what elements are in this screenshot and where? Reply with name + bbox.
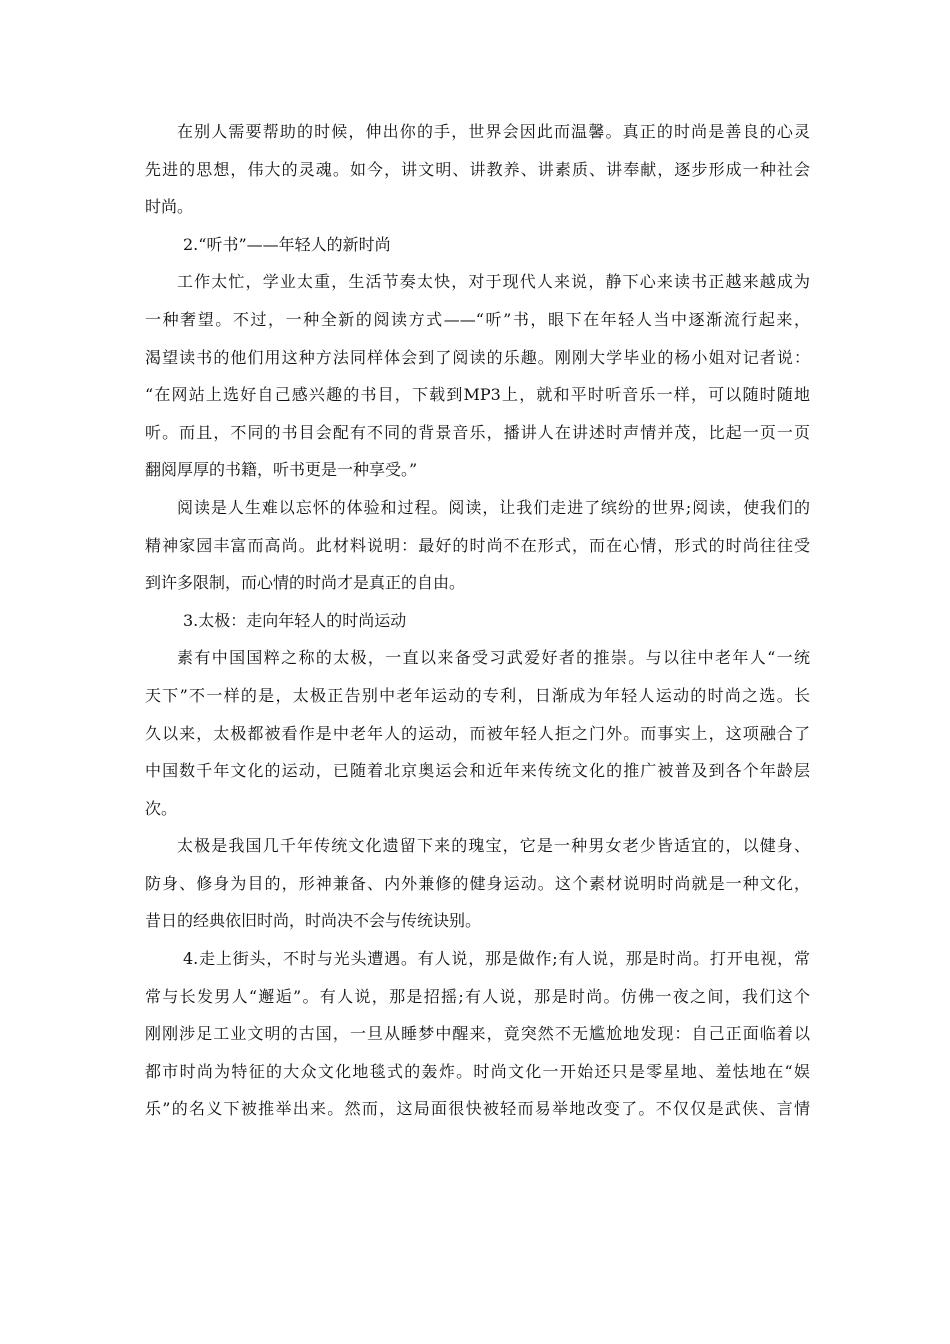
text-line: “在网站上选好自己感兴趣的书目，下载到MP3上，就和平时听音乐一样，可以随时随地 — [145, 385, 810, 405]
text-line: 刚刚涉足工业文明的古国，一旦从睡梦中醒来，竟突然不无尴尬地发现：自己正面临着以 — [145, 1024, 810, 1044]
document-body — [145, 113, 810, 1128]
text-line: 一种奢望。不过，一种全新的阅读方式——“听”书，眼下在年轻人当中逐渐流行起来， — [145, 309, 810, 329]
text-line: 素有中国国粹之称的太极，一直以来备受习武爱好者的推崇。与以往中老年人“一统 — [177, 648, 810, 668]
text-line: 太极是我国几千年传统文化遗留下来的瑰宝，它是一种男女老少皆适宜的，以健身、 — [177, 836, 810, 856]
text-line: 次。 — [145, 798, 178, 818]
text-line: 天下”不一样的是，太极正告别中老年运动的专利，日渐成为年轻人运动的时尚之选。长 — [145, 685, 810, 705]
text-line: 时尚。 — [145, 197, 194, 217]
section-heading: 3.太极：走向年轻人的时尚运动 — [183, 610, 407, 630]
text-line: 乐”的名义下被推举出来。然而，这局面很快被轻而易举地改变了。不仅仅是武侠、言情 — [145, 1099, 810, 1119]
text-line: 常与长发男人“邂逅”。有人说，那是招摇;有人说，那是时尚。仿佛一夜之间，我们这个 — [145, 986, 810, 1006]
text-line: 先进的思想，伟大的灵魂。如今，讲文明、讲教养、讲素质、讲奉献，逐步形成一种社会 — [145, 159, 810, 179]
text-line: 都市时尚为特征的大众文化地毯式的轰炸。时尚文化一开始还只是零星地、羞怯地在“娱 — [145, 1061, 810, 1081]
text-line: 到许多限制，而心情的时尚才是真正的自由。 — [145, 573, 466, 593]
text-line: 工作太忙，学业太重，生活节奏太快，对于现代人来说，静下心来读书正越来越成为 — [177, 272, 810, 292]
text-line: 防身、修身为目的，形神兼备、内外兼修的健身运动。这个素材说明时尚就是一种文化， — [145, 873, 810, 893]
text-line: 阅读是人生难以忘怀的体验和过程。阅读，让我们走进了缤纷的世界;阅读，使我们的 — [177, 497, 810, 517]
text-line: 昔日的经典依旧时尚，时尚决不会与传统诀别。 — [145, 911, 482, 931]
text-line: 4.走上街头，不时与光头遭遇。有人说，那是做作;有人说，那是时尚。打开电视，常 — [183, 949, 810, 969]
text-line: 听。而且，不同的书目会配有不同的背景音乐，播讲人在讲述时声情并茂，比起一页一页 — [145, 422, 810, 442]
text-line: 在别人需要帮助的时候，伸出你的手，世界会因此而温馨。真正的时尚是善良的心灵 — [177, 122, 810, 141]
section-heading: 2.“听书”——年轻人的新时尚 — [183, 234, 391, 254]
text-line: 精神家园丰富而高尚。此材料说明：最好的时尚不在形式，而在心情，形式的时尚往往受 — [145, 535, 810, 555]
text-line: 渴望读书的他们用这种方法同样体会到了阅读的乐趣。刚刚大学毕业的杨小姐对记者说： — [145, 347, 810, 367]
text-line: 中国数千年文化的运动，已随着北京奥运会和近年来传统文化的推广被普及到各个年龄层 — [145, 761, 810, 781]
text-line: 翻阅厚厚的书籍，听书更是一种享受。” — [145, 460, 418, 480]
text-line: 久以来，太极都被看作是中老年人的运动，而被年轻人拒之门外。而事实上，这项融合了 — [145, 723, 810, 743]
